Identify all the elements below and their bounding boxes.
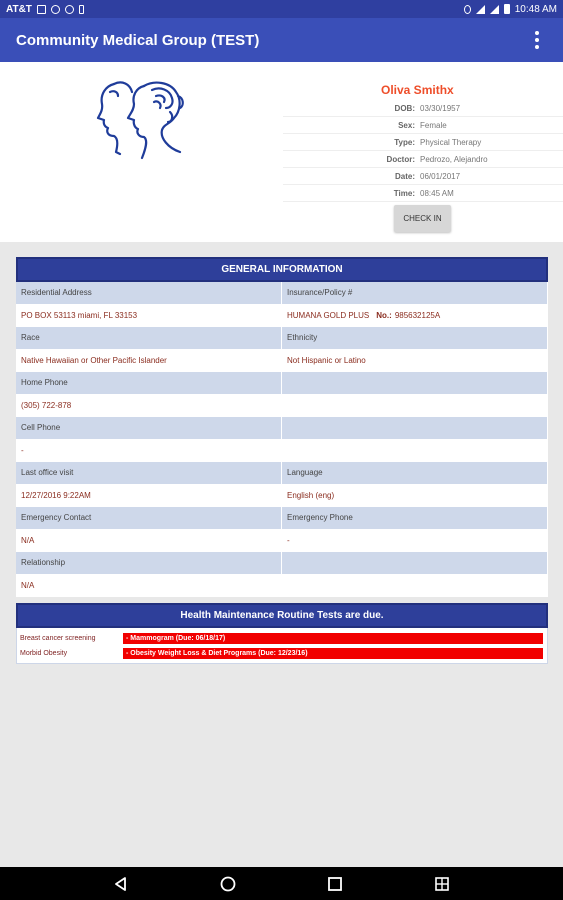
dob-label: DOB:	[394, 104, 415, 113]
list-item	[19, 631, 545, 646]
empty-value-cell	[282, 395, 548, 418]
empty-value-cell	[282, 575, 548, 598]
app-bar	[0, 18, 563, 62]
time-value: 08:45 AM	[420, 189, 454, 198]
sex-value: Female	[420, 121, 447, 130]
relationship-label: Relationship	[16, 552, 282, 575]
medical-group-logo-icon	[92, 72, 190, 170]
wifi-icon	[476, 5, 485, 14]
race-label: Race	[16, 327, 282, 350]
date-value: 06/01/2017	[420, 172, 461, 181]
emergency-contact-value: N/A	[16, 530, 282, 553]
empty-label-cell	[282, 372, 548, 395]
patient-doctor-row	[283, 151, 563, 168]
patient-info	[283, 80, 563, 202]
general-information-title: GENERAL INFORMATION	[16, 257, 548, 282]
patient-dob-row	[283, 100, 563, 117]
patient-name: Oliva Smithx	[381, 83, 454, 97]
table-label-row	[16, 552, 548, 575]
residential-address-value: PO BOX 53113 miami, FL 33153	[16, 305, 282, 328]
general-information-table	[16, 257, 548, 597]
table-label-row	[16, 327, 548, 350]
table-value-row	[16, 305, 548, 328]
language-label: Language	[282, 462, 548, 485]
emergency-phone-value: -	[282, 530, 548, 553]
table-label-row	[16, 282, 548, 305]
check-in-button[interactable]: CHECK IN	[394, 205, 451, 232]
doctor-value: Pedrozo, Alejandro	[420, 155, 488, 164]
overflow-menu-icon[interactable]	[527, 28, 547, 52]
patient-type-row	[283, 134, 563, 151]
health-maintenance-title: Health Maintenance Routine Tests are due.	[16, 603, 548, 628]
back-icon[interactable]	[112, 875, 130, 893]
recents-icon[interactable]	[326, 875, 344, 893]
last-office-visit-label: Last office visit	[16, 462, 282, 485]
image-notification-icon	[37, 5, 46, 14]
language-value: English (eng)	[282, 485, 548, 508]
race-value: Native Hawaiian or Other Pacific Islander	[16, 350, 282, 373]
ethnicity-value: Not Hispanic or Latino	[282, 350, 548, 373]
mammogram-due-badge: - Mammogram (Due: 06/18/17)	[123, 633, 543, 644]
table-value-row	[16, 440, 548, 463]
table-label-row	[16, 417, 548, 440]
home-phone-value: (305) 722-878	[16, 395, 282, 418]
table-label-row	[16, 462, 548, 485]
last-office-visit-value: 12/27/2016 9:22AM	[16, 485, 282, 508]
patient-time-row	[283, 185, 563, 202]
home-icon[interactable]	[219, 875, 237, 893]
battery-icon	[504, 4, 510, 14]
date-label: Date:	[394, 172, 415, 181]
time-label: Time:	[393, 189, 415, 198]
table-value-row	[16, 575, 548, 598]
empty-value-cell	[282, 440, 548, 463]
patient-header	[0, 62, 563, 242]
table-value-row	[16, 485, 548, 508]
policy-number-label: No.:	[376, 311, 392, 321]
policy-number: 985632125A	[394, 311, 441, 321]
system-navigation-bar	[0, 867, 563, 900]
residential-address-label: Residential Address	[16, 282, 282, 305]
patient-date-row	[283, 168, 563, 185]
empty-label-cell	[282, 552, 548, 575]
table-label-row	[16, 507, 548, 530]
screenshot-icon[interactable]	[433, 875, 451, 893]
insurance-policy-label: Insurance/Policy #	[282, 282, 548, 305]
type-value: Physical Therapy	[420, 138, 482, 147]
patient-sex-row	[283, 117, 563, 134]
type-label: Type:	[394, 138, 415, 147]
table-value-row	[16, 350, 548, 373]
table-value-row	[16, 395, 548, 418]
app-title: Community Medical Group (TEST)	[16, 31, 260, 49]
table-label-row	[16, 372, 548, 395]
table-value-row	[16, 530, 548, 553]
relationship-value: N/A	[16, 575, 282, 598]
health-maintenance-section	[16, 603, 548, 664]
android-notification-icon-2	[65, 5, 74, 14]
signal-icon	[490, 5, 499, 14]
sex-label: Sex:	[398, 121, 415, 130]
cell-phone-value: -	[16, 440, 282, 463]
emergency-phone-label: Emergency Phone	[282, 507, 548, 530]
insurance-policy-value	[282, 305, 548, 328]
list-item	[19, 646, 545, 661]
obesity-program-due-badge: - Obesity Weight Loss & Diet Programs (Due: 12/23/16)	[123, 648, 543, 659]
clock: 10:48 AM	[514, 3, 557, 15]
usb-icon	[79, 5, 84, 14]
ethnicity-label: Ethnicity	[282, 327, 548, 350]
emergency-contact-label: Emergency Contact	[16, 507, 282, 530]
morbid-obesity-label: Morbid Obesity	[20, 650, 68, 657]
home-phone-label: Home Phone	[16, 372, 282, 395]
dob-value: 03/30/1957	[420, 104, 461, 113]
android-notification-icon	[51, 5, 60, 14]
cell-phone-label: Cell Phone	[16, 417, 282, 440]
location-icon	[464, 5, 471, 14]
breast-cancer-screening-label: Breast cancer screening	[20, 635, 96, 642]
health-maintenance-list	[16, 628, 548, 664]
carrier-label: AT&T	[6, 3, 32, 15]
status-bar	[0, 0, 563, 18]
empty-label-cell	[282, 417, 548, 440]
doctor-label: Doctor:	[386, 155, 415, 164]
insurance-plan: HUMANA GOLD PLUS	[287, 311, 370, 321]
